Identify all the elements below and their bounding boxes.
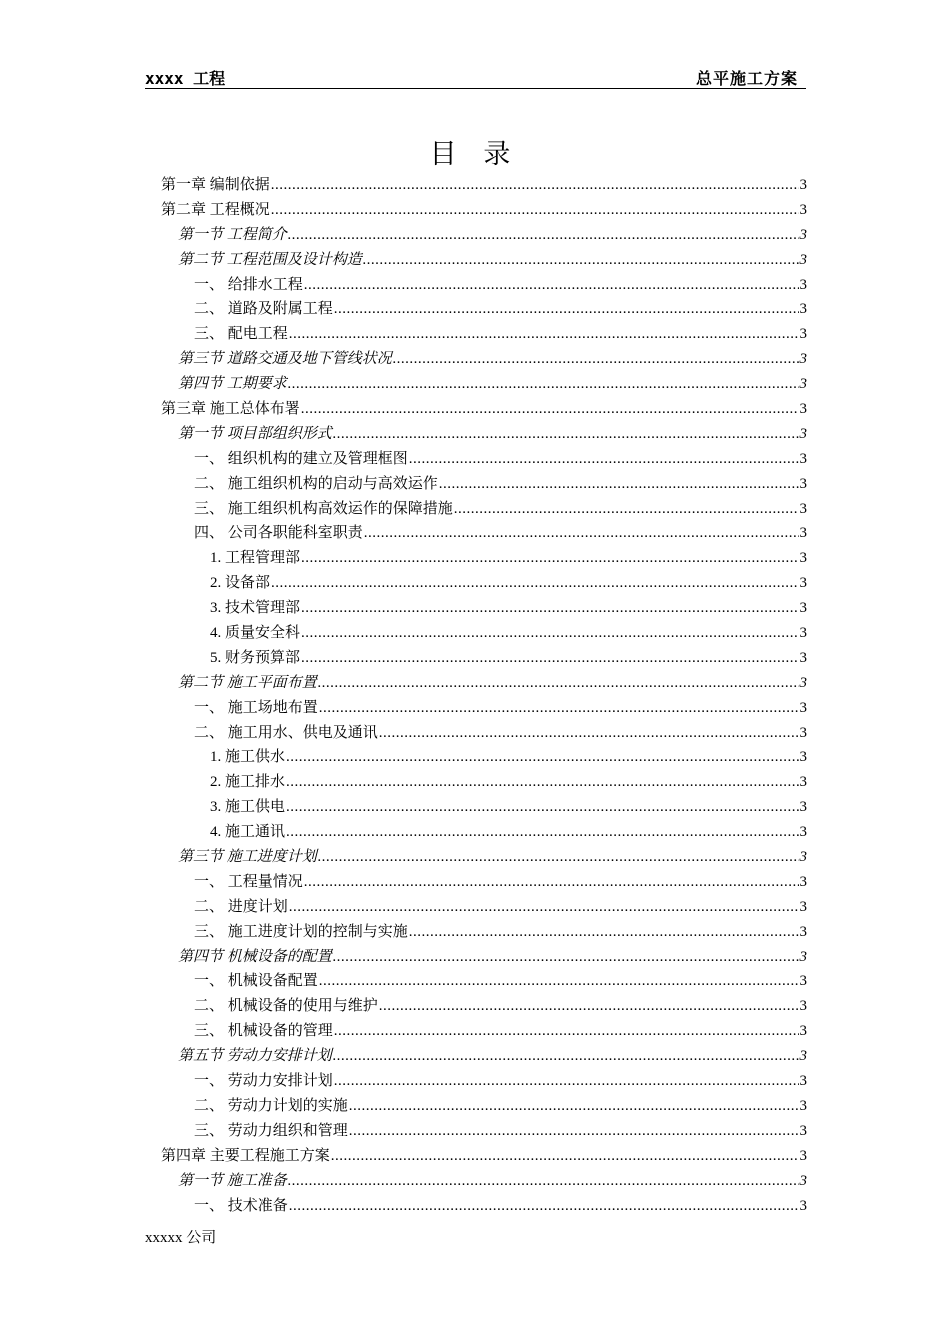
toc-leader-dots	[286, 745, 798, 770]
toc-entry[interactable]	[161, 1019, 807, 1044]
toc-entry[interactable]	[161, 497, 807, 522]
toc-entry-label: 一、 机械设备配置	[194, 973, 318, 990]
toc-entry-label: 二、 机械设备的使用与维护	[194, 998, 378, 1015]
toc-entry-label: 二、 进度计划	[194, 898, 288, 915]
toc-entry-page-number: 3	[799, 625, 807, 642]
toc-entry-label: 二、 施工用水、供电及通讯	[194, 724, 378, 741]
toc-entry-page-number: 3	[799, 749, 807, 766]
toc-entry-page-number: 3	[799, 1147, 807, 1164]
toc-entry-page-number: 3	[799, 1122, 807, 1139]
toc-entry-page-number: 3	[799, 898, 807, 915]
toc-entry-page-number: 3	[799, 600, 807, 617]
toc-entry-label: 二、 施工组织机构的启动与高效运作	[194, 475, 438, 492]
toc-entry-page-number: 3	[799, 774, 807, 791]
toc-leader-dots	[409, 447, 799, 472]
toc-leader-dots	[286, 795, 798, 820]
toc-entry[interactable]	[161, 671, 807, 696]
toc-entry-page-number: 3	[799, 475, 807, 492]
toc-leader-dots	[333, 1044, 799, 1069]
toc-entry[interactable]	[161, 795, 807, 820]
toc-entry-page-number: 3	[799, 699, 807, 716]
table-of-contents	[161, 173, 807, 1218]
header-project-name: xxxx 工程	[145, 69, 226, 88]
toc-entry-label: 四、 公司各职能科室职责	[194, 525, 363, 542]
toc-entry-label: 三、 施工进度计划的控制与实施	[194, 923, 408, 940]
toc-entry-label: 第一节 工程简介	[178, 226, 287, 243]
toc-entry[interactable]	[161, 1169, 807, 1194]
toc-entry[interactable]	[161, 870, 807, 895]
toc-entry-label: 第五节 劳动力安排计划	[178, 1048, 332, 1065]
toc-entry[interactable]	[161, 945, 807, 970]
toc-entry-page-number: 3	[799, 251, 807, 268]
toc-leader-dots	[333, 422, 799, 447]
toc-entry-page-number: 3	[799, 923, 807, 940]
page-header	[145, 66, 806, 89]
toc-entry-page-number: 3	[799, 1048, 807, 1065]
toc-entry[interactable]	[161, 521, 807, 546]
toc-leader-dots	[286, 820, 798, 845]
toc-entry[interactable]	[161, 422, 807, 447]
toc-entry-label: 第二章 工程概况	[161, 201, 270, 218]
toc-entry-label: 一、 工程量情况	[194, 873, 303, 890]
toc-entry[interactable]	[161, 447, 807, 472]
toc-leader-dots	[304, 870, 799, 895]
toc-entry-label: 一、 给排水工程	[194, 276, 303, 293]
toc-entry-page-number: 3	[799, 276, 807, 293]
toc-entry[interactable]	[161, 571, 807, 596]
toc-entry[interactable]	[161, 173, 807, 198]
toc-entry-page-number: 3	[799, 1023, 807, 1040]
toc-entry-page-number: 3	[799, 500, 807, 517]
toc-entry[interactable]	[161, 322, 807, 347]
toc-entry-page-number: 3	[799, 376, 807, 393]
toc-entry[interactable]	[161, 273, 807, 298]
toc-entry-label: 3. 施工供电	[210, 799, 286, 816]
toc-entry-label: 三、 施工组织机构高效运作的保障措施	[194, 500, 453, 517]
toc-entry-label: 三、 配电工程	[194, 326, 288, 343]
toc-entry-page-number: 3	[799, 525, 807, 542]
toc-entry-page-number: 3	[799, 201, 807, 218]
toc-entry-label: 三、 劳动力组织和管理	[194, 1122, 348, 1139]
toc-entry[interactable]	[161, 721, 807, 746]
toc-entry[interactable]	[161, 970, 807, 995]
toc-entry-page-number: 3	[799, 849, 807, 866]
toc-leader-dots	[289, 1194, 799, 1219]
toc-entry-label: 一、 技术准备	[194, 1197, 288, 1214]
toc-entry-page-number: 3	[799, 948, 807, 965]
toc-leader-dots	[286, 770, 798, 795]
toc-entry-label: 第一节 项目部组织形式	[178, 425, 332, 442]
toc-entry[interactable]	[161, 696, 807, 721]
toc-leader-dots	[318, 671, 799, 696]
toc-leader-dots	[271, 571, 798, 596]
toc-entry-label: 2. 施工排水	[210, 774, 286, 791]
toc-leader-dots	[301, 397, 799, 422]
toc-entry-label: 第四节 机械设备的配置	[178, 948, 332, 965]
toc-entry[interactable]	[161, 1069, 807, 1094]
toc-leader-dots	[334, 1069, 799, 1094]
toc-entry[interactable]	[161, 770, 807, 795]
toc-entry-page-number: 3	[799, 401, 807, 417]
toc-leader-dots	[331, 1144, 799, 1169]
toc-entry[interactable]	[161, 397, 807, 422]
toc-entry-page-number: 3	[799, 873, 807, 890]
toc-entry-page-number: 3	[799, 973, 807, 990]
toc-entry-page-number: 3	[799, 1197, 807, 1214]
toc-entry[interactable]	[161, 895, 807, 920]
toc-entry[interactable]	[161, 1044, 807, 1069]
toc-entry-label: 第二节 施工平面布置	[178, 674, 317, 691]
toc-entry[interactable]	[161, 248, 807, 273]
toc-entry-page-number: 3	[799, 351, 807, 368]
toc-entry-label: 二、 劳动力计划的实施	[194, 1097, 348, 1114]
toc-leader-dots	[301, 621, 798, 646]
toc-leader-dots	[288, 372, 799, 397]
toc-entry[interactable]	[161, 745, 807, 770]
toc-entry-page-number: 3	[799, 824, 807, 841]
toc-leader-dots	[319, 969, 799, 994]
toc-entry[interactable]	[161, 596, 807, 621]
toc-entry[interactable]	[161, 845, 807, 870]
toc-entry-page-number: 3	[799, 326, 807, 343]
toc-leader-dots	[301, 546, 798, 571]
toc-entry-page-number: 3	[799, 301, 807, 318]
toc-leader-dots	[271, 198, 799, 223]
toc-entry-label: 4. 质量安全科	[210, 625, 301, 642]
toc-entry-label: 2. 设备部	[210, 575, 271, 592]
toc-entry-label: 第一章 编制依据	[161, 176, 270, 193]
toc-entry[interactable]	[161, 347, 807, 372]
toc-entry-label: 5. 财务预算部	[210, 649, 301, 666]
page-footer-company: xxxxx 公司	[145, 1230, 217, 1246]
toc-leader-dots	[334, 297, 799, 322]
toc-leader-dots	[289, 895, 799, 920]
toc-entry-page-number: 3	[799, 998, 807, 1015]
toc-leader-dots	[318, 845, 799, 870]
toc-entry[interactable]	[161, 994, 807, 1019]
toc-entry[interactable]	[161, 372, 807, 397]
toc-leader-dots	[288, 1169, 799, 1194]
toc-entry-label: 第三章 施工总体布署	[161, 401, 300, 417]
toc-entry-page-number: 3	[799, 649, 807, 666]
toc-entry[interactable]	[161, 1194, 807, 1219]
toc-entry[interactable]	[161, 472, 807, 497]
toc-entry-page-number: 3	[799, 1073, 807, 1090]
toc-leader-dots	[379, 994, 799, 1019]
toc-leader-dots	[363, 248, 799, 273]
toc-entry[interactable]	[161, 1144, 807, 1169]
toc-entry-label: 三、 机械设备的管理	[194, 1023, 333, 1040]
toc-entry[interactable]	[161, 546, 807, 571]
toc-leader-dots	[409, 920, 799, 945]
toc-entry-label: 3. 技术管理部	[210, 600, 301, 617]
toc-entry-page-number: 3	[799, 226, 807, 243]
toc-leader-dots	[349, 1094, 799, 1119]
toc-leader-dots	[333, 945, 799, 970]
toc-entry[interactable]	[161, 1094, 807, 1119]
toc-entry-label: 一、 劳动力安排计划	[194, 1073, 333, 1090]
toc-entry-label: 1. 施工供水	[210, 749, 286, 766]
toc-entry-label: 二、 道路及附属工程	[194, 301, 333, 318]
toc-entry[interactable]	[161, 223, 807, 248]
toc-leader-dots	[439, 472, 799, 497]
toc-entry-label: 第四节 工期要求	[178, 376, 287, 393]
toc-entry-page-number: 3	[799, 450, 807, 467]
toc-entry[interactable]	[161, 1119, 807, 1144]
toc-entry-label: 第三节 施工进度计划	[178, 849, 317, 866]
toc-entry-label: 第一节 施工准备	[178, 1172, 287, 1189]
toc-entry-page-number: 3	[799, 674, 807, 691]
toc-leader-dots	[304, 273, 799, 298]
toc-entry-page-number: 3	[799, 550, 807, 567]
toc-leader-dots	[271, 173, 799, 198]
toc-leader-dots	[393, 347, 799, 372]
toc-entry-label: 1. 工程管理部	[210, 550, 301, 567]
toc-entry-page-number: 3	[799, 799, 807, 816]
toc-title: 目 录	[429, 139, 521, 169]
toc-entry[interactable]	[161, 621, 807, 646]
toc-entry-label: 第二节 工程范围及设计构造	[178, 251, 362, 268]
toc-entry[interactable]	[161, 646, 807, 671]
toc-entry-page-number: 3	[799, 575, 807, 592]
toc-entry-page-number: 3	[799, 425, 807, 442]
toc-leader-dots	[334, 1019, 799, 1044]
toc-leader-dots	[288, 223, 799, 248]
toc-leader-dots	[349, 1119, 799, 1144]
toc-entry[interactable]	[161, 920, 807, 945]
header-document-title: 总平施工方案	[695, 69, 798, 88]
toc-entry[interactable]	[161, 297, 807, 322]
toc-entry-label: 一、 施工场地布置	[194, 699, 318, 716]
toc-entry-label: 第四章 主要工程施工方案	[161, 1147, 330, 1164]
toc-leader-dots	[319, 696, 799, 721]
toc-leader-dots	[301, 596, 798, 621]
toc-entry-page-number: 3	[799, 1172, 807, 1189]
toc-entry-label: 4. 施工通讯	[210, 824, 286, 841]
toc-entry-page-number: 3	[799, 1097, 807, 1114]
toc-leader-dots	[301, 646, 798, 671]
toc-leader-dots	[364, 521, 799, 546]
toc-leader-dots	[454, 497, 799, 522]
toc-entry-page-number: 3	[799, 724, 807, 741]
toc-entry[interactable]	[161, 820, 807, 845]
toc-leader-dots	[289, 322, 799, 347]
toc-entry-page-number: 3	[799, 176, 807, 193]
toc-entry-label: 一、 组织机构的建立及管理框图	[194, 450, 408, 467]
toc-entry-label: 第三节 道路交通及地下管线状况	[178, 351, 392, 368]
toc-leader-dots	[379, 721, 799, 746]
toc-entry[interactable]	[161, 198, 807, 223]
